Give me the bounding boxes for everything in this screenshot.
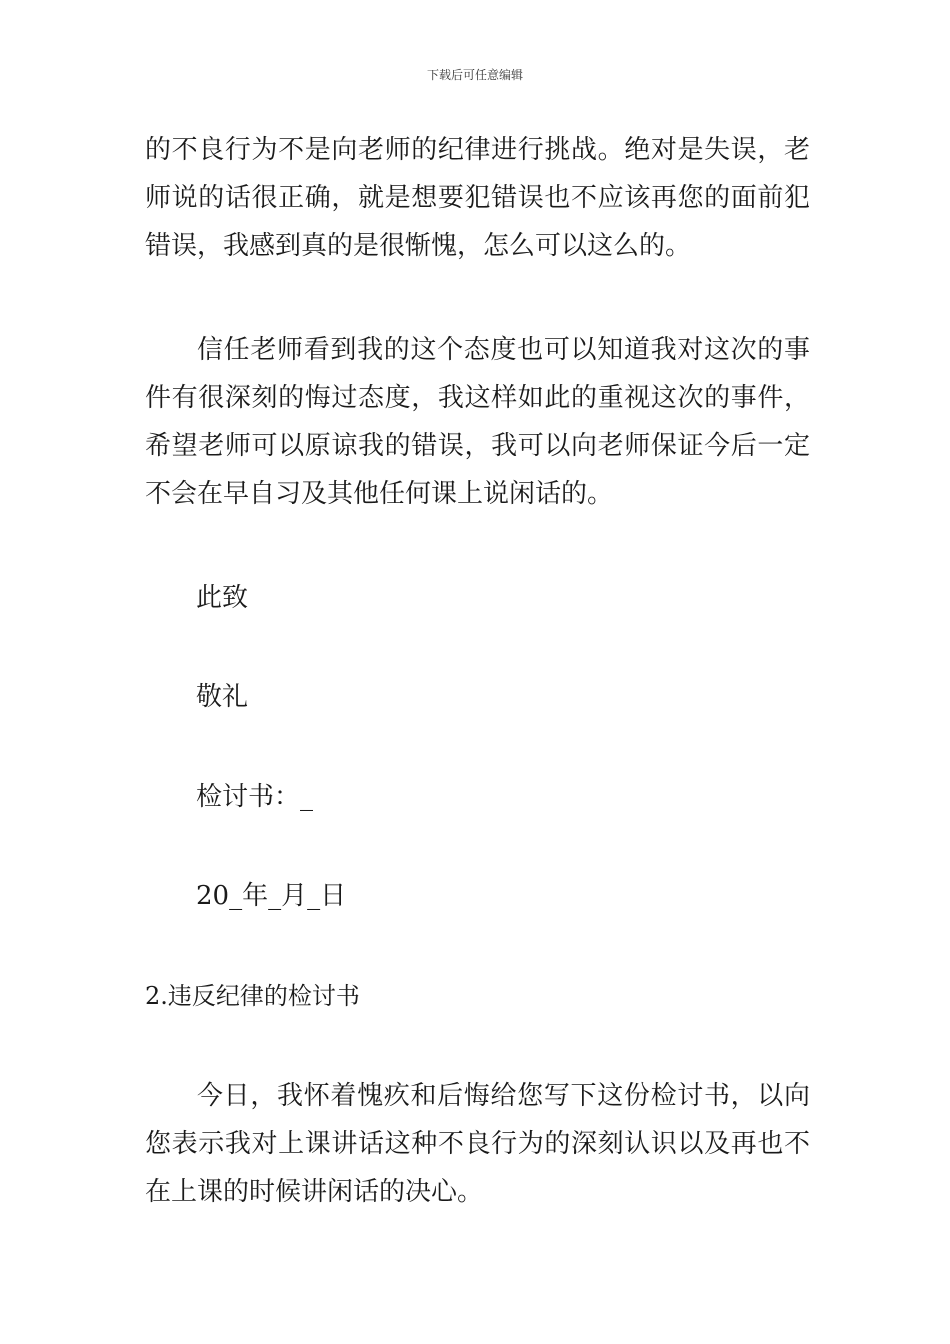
closing-regards: 敬礼 [196, 682, 249, 712]
date-line: 20_年_月_日 [196, 881, 347, 911]
paragraph-2: 信任老师看到我的这个态度也可以知道我对这次的事件有很深刻的悔过态度，我这样如此的重视这次的事件，希望老师可以原谅我的错误，我可以向老师保证今后一定不会在早自习及其他任何课上说闲话的。 [145, 335, 810, 509]
paragraph-3: 今日，我怀着愧疚和后悔给您写下这份检讨书，以向您表示我对上课讲话这种不良行为的深刻认识以及再也不在上课的时候讲闲话的决心。 [145, 1081, 810, 1207]
closing-salutation: 此致 [196, 583, 249, 613]
page-header-note: 下载后可任意编辑 [426, 68, 523, 82]
signature-line: 检讨书：_ [196, 782, 314, 812]
paragraph-1: 的不良行为不是向老师的纪律进行挑战。绝对是失误，老师说的话很正确，就是想要犯错误也不应该再您的面前犯错误，我感到真的是很惭愧，怎么可以这么的。 [145, 135, 810, 261]
section-heading: 2.违反纪律的检讨书 [145, 982, 360, 1010]
